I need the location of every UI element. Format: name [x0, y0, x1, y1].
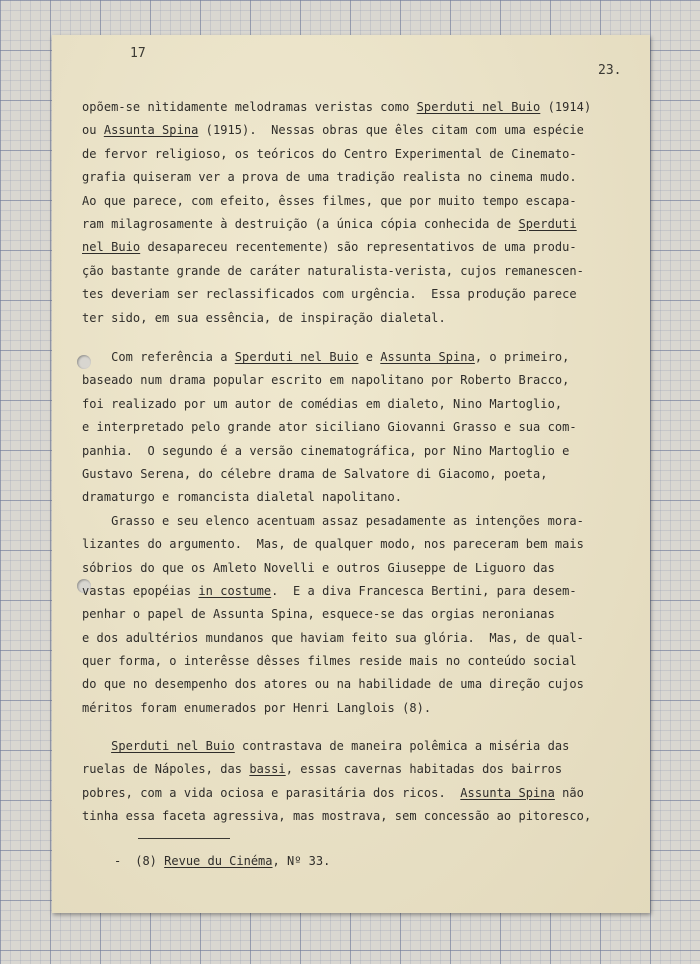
text-line	[82, 758, 602, 781]
text-run: sóbrios do que os Amleto Novelli e outros Giuseppe de Liguoro das	[82, 560, 555, 575]
text-run: . E a diva Francesca Bertini, para desem-	[271, 583, 577, 598]
text-run: lizantes do argumento. Mas, de qualquer modo, nos pareceram bem mais	[82, 537, 584, 552]
text-run: dramaturgo e romancista dialetal napolitano.	[82, 490, 403, 505]
text-run: ter sido, em sua essência, de inspiração dialetal.	[82, 310, 446, 325]
text-line	[82, 96, 602, 119]
text-run: Ao que parece, com efeito, êsses filmes, que por muito tempo escapa-	[82, 193, 577, 208]
text-run: méritos foram enumerados por Henri Langlois (8).	[82, 700, 432, 715]
text-line	[82, 119, 602, 142]
text-run: tinha essa faceta agressiva, mas mostrava, sem concessão ao pitoresco,	[82, 809, 592, 824]
text-run: , Nº 33.	[272, 854, 331, 868]
text-run: opõem-se nìtidamente melodramas veristas como	[82, 100, 417, 114]
para-1	[82, 96, 602, 330]
text-run: de fervor religioso, os teóricos do Centro Experimental de Cinemato-	[82, 146, 577, 161]
text-run: quer forma, o interêsse dêsses filmes reside mais no conteúdo social	[82, 654, 577, 669]
text-line	[82, 143, 602, 166]
footnote-rule	[138, 838, 230, 839]
text-line	[82, 346, 602, 369]
para-2	[82, 346, 602, 720]
text-line	[82, 627, 602, 650]
underlined-title: in costume	[198, 583, 272, 598]
text-line	[82, 166, 602, 189]
text-line	[82, 697, 602, 720]
text-run: panhia. O segundo é a versão cinematográfica, por Nino Martoglio e	[82, 443, 570, 458]
underlined-title: Assunta Spina	[380, 350, 475, 364]
text-run: foi realizado por um autor de comédias em dialeto, Nino Martoglio,	[82, 396, 563, 411]
text-run: ruelas de Nápoles, das	[82, 762, 250, 777]
text-line	[82, 440, 602, 463]
text-run: Com referência a	[82, 350, 235, 364]
text-run: pobres, com a vida ociosa e parasitária dos ricos.	[82, 785, 461, 800]
text-line	[82, 735, 602, 758]
text-line	[82, 463, 602, 486]
text-line	[82, 190, 602, 213]
text-run: Gustavo Serena, do célebre drama de Salvatore di Giacomo, poeta,	[82, 466, 548, 481]
footnote-dash: -	[114, 854, 122, 868]
text-run: contrastava de maneira polêmica a miséria das	[234, 739, 570, 753]
footnote	[114, 854, 330, 868]
underlined-title: Assunta Spina	[460, 785, 555, 800]
text-run: não	[554, 785, 584, 800]
text-run: desapareceu recentemente) são representativos de uma produ-	[140, 240, 577, 255]
text-line	[82, 260, 602, 283]
text-run: grafia quiseram ver a prova de uma tradição realista no cinema mudo.	[82, 170, 577, 185]
text-run: e dos adultérios mundanos que haviam feito sua glória. Mas, de qual-	[82, 630, 584, 645]
text-line	[82, 557, 602, 580]
para-3	[82, 735, 602, 829]
underlined-title: bassi	[249, 762, 286, 777]
text-line	[82, 650, 602, 673]
underlined-title: Revue du Cinéma	[164, 854, 273, 868]
text-run: (8)	[135, 854, 165, 868]
text-run: penhar o papel de Assunta Spina, esquece-se das orgias neronianas	[82, 607, 555, 622]
underlined-title: Assunta Spina	[103, 123, 199, 138]
text-line	[82, 603, 602, 626]
text-line	[82, 805, 602, 828]
text-line	[82, 236, 602, 259]
text-run: e interpretado pelo grande ator siciliano Giovanni Grasso e sua com-	[82, 420, 577, 435]
text-line	[82, 393, 602, 416]
text-run: vastas epopéias	[82, 583, 199, 598]
text-run: , essas cavernas habitadas dos bairros	[285, 762, 563, 777]
text-run: baseado num drama popular escrito em napolitano por Roberto Bracco,	[82, 373, 570, 388]
text-line	[82, 533, 602, 556]
text-run: tes deveriam ser reclassificados com urgência. Essa produção parece	[82, 287, 577, 302]
underlined-title: Sperduti	[518, 216, 577, 231]
text-run: do que no desempenho dos atores ou na habilidade de uma direção cujos	[82, 677, 584, 692]
text-line	[82, 673, 602, 696]
text-line	[82, 580, 602, 603]
page-number-right: 23.	[598, 63, 622, 78]
text-run: ou	[82, 123, 104, 138]
text-line	[82, 283, 602, 306]
text-line	[82, 307, 602, 330]
underlined-title: Sperduti nel Buio	[234, 350, 359, 364]
text-line	[82, 416, 602, 439]
text-run	[82, 739, 111, 753]
text-run: , o primeiro,	[474, 350, 570, 364]
text-run: Grasso e seu elenco acentuam assaz pesadamente as intenções mora-	[82, 513, 584, 528]
underlined-title: Sperduti nel Buio	[111, 739, 235, 753]
footnote-text	[135, 854, 330, 868]
underlined-title: nel Buio	[82, 240, 141, 255]
text-run: (1915). Nessas obras que êles citam com uma espécie	[198, 123, 584, 138]
text-line	[82, 510, 602, 533]
text-line	[82, 486, 602, 509]
text-line	[82, 213, 602, 236]
text-run: ram milagrosamente à destruição (a única cópia conhecida de	[82, 216, 519, 231]
text-line	[82, 369, 602, 392]
page-number-left: 17	[130, 46, 146, 61]
underlined-title: Sperduti nel Buio	[416, 100, 541, 114]
text-run: (1914)	[540, 100, 592, 114]
text-run: ção bastante grande de caráter naturalista-verista, cujos remanescen-	[82, 263, 584, 278]
text-run: e	[358, 350, 381, 364]
text-line	[82, 782, 602, 805]
